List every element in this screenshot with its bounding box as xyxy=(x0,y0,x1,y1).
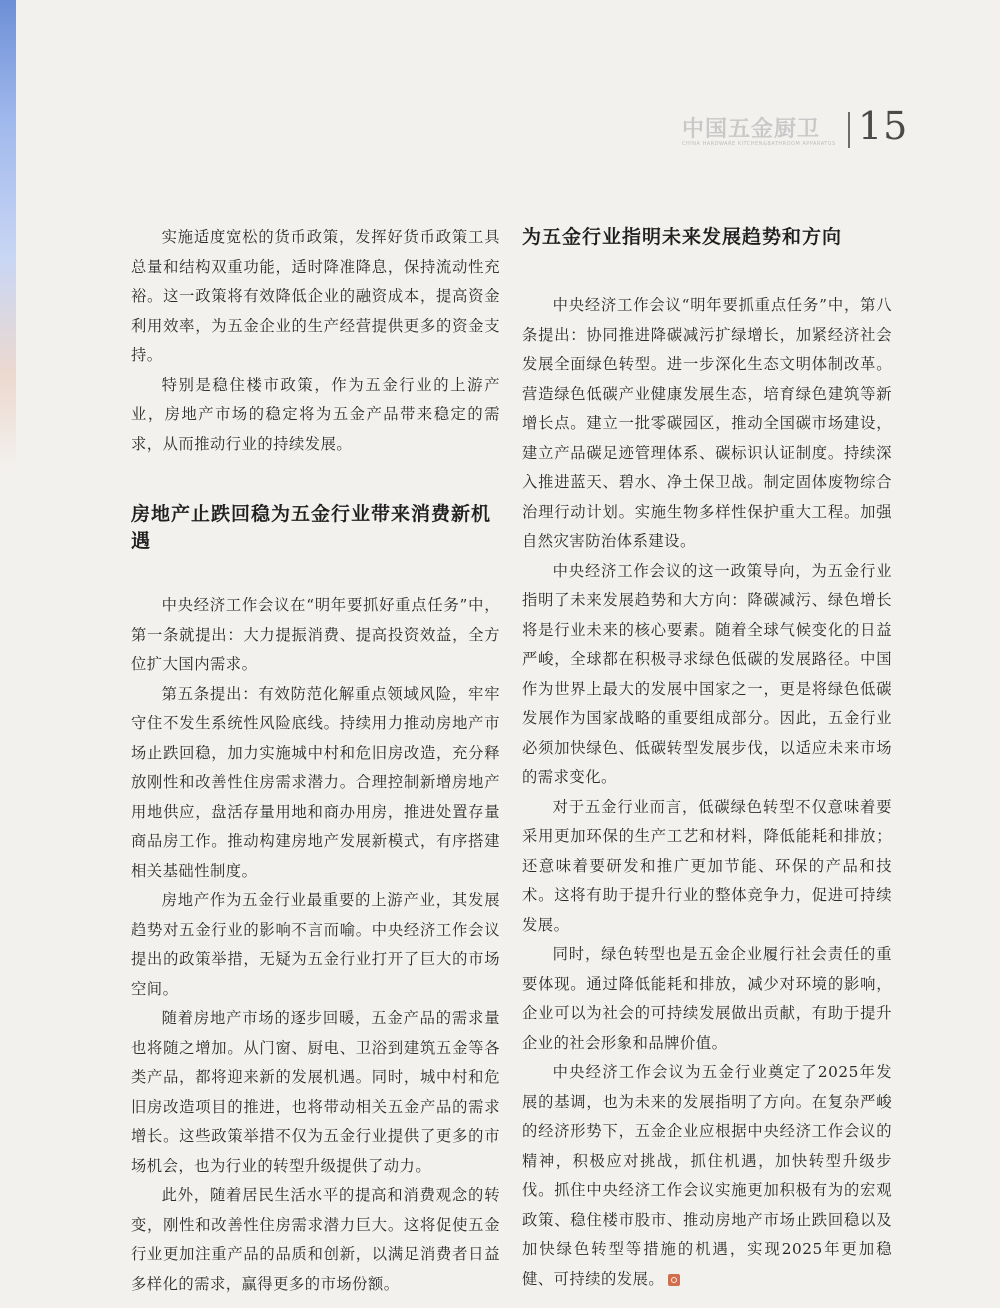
header-divider xyxy=(848,112,850,148)
paragraph: 对于五金行业而言，低碳绿色转型不仅意味着要采用更加环保的生产工艺和材料，降低能耗和排放；还意味着要研发和推广更加节能、环保的产品和技术。这将有助于提升行业的整体竞争力，促进可持续发展。 xyxy=(522,797,892,934)
paragraph: 第五条提出：有效防范化解重点领域风险，牢牢守住不发生系统性风险底线。持续用力推动房地产市场止跌回稳，加力实施城中村和危旧房改造，充分释放刚性和改善性住房需求潜力。合理控制新增房地产用地供应，盘活存量用地和商办用房，推进处置存量商品房工作。推动构建房地产发展新模式，有序搭建相关基础性制度。 xyxy=(131,684,500,880)
decorative-edge-stripe xyxy=(0,0,16,470)
paragraph: 实施适度宽松的货币政策，发挥好货币政策工具总量和结构双重功能，适时降准降息，保持流动性充裕。这一政策将有效降低企业的融资成本，提高资金利用效率，为五金企业的生产经营提供更多的资金支持。 xyxy=(131,228,500,364)
logo-subtitle: CHINA HARDWARE KITCHEN&BATHROOM APPARATUS xyxy=(682,141,836,147)
article-end-icon xyxy=(668,1274,680,1286)
paragraph: 房地产作为五金行业最重要的上游产业，其发展趋势对五金行业的影响不言而喻。中央经济工作会议提出的政策举措，无疑为五金行业打开了巨大的市场空间。 xyxy=(131,891,500,998)
logo-text: 中国五金厨卫 xyxy=(682,117,821,142)
right-column xyxy=(522,223,892,1294)
left-column xyxy=(131,223,500,1299)
paragraph: 中央经济工作会议在“明年要抓好重点任务”中，第一条就提出：大力提振消费、提高投资效益，全方位扩大国内需求。 xyxy=(131,596,500,673)
paragraph: 中央经济工作会议的这一政策导向，为五金行业指明了未来发展趋势和大方向：降碳减污、绿色增长将是行业未来的核心要素。随着全球气候变化的日益严峻，全球都在积极寻求绿色低碳的发展路径。中国作为世界上最大的发展中国家之一，更是将绿色低碳发展作为国家战略的重要组成部分。因此，五金行业必须加快绿色、低碳转型发展步伐，以适应未来市场的需求变化。 xyxy=(522,561,892,786)
logo-wordmark xyxy=(682,112,820,143)
paragraph: 特别是稳住楼市政策，作为五金行业的上游产业，房地产市场的稳定将为五金产品带来稳定的需求，从而推动行业的持续发展。 xyxy=(131,375,500,453)
section-heading: 为五金行业指明未来发展趋势和方向 xyxy=(522,226,843,248)
section-heading: 房地产止跌回稳为五金行业带来消费新机遇 xyxy=(131,503,492,552)
paragraph: 中央经济工作会议“明年要抓重点任务”中，第八条提出：协同推进降碳减污扩绿增长，加紧经济社会发展全面绿色转型。进一步深化生态文明体制改革。营造绿色低碳产业健康发展生态，培育绿色建筑等新增长点。建立一批零碳园区，推动全国碳市场建设，建立产品碳足迹管理体系、碳标识认证制度。持续深入推进蓝天、碧水、净土保卫战。制定固体废物综合治理行动计划。实施生物多样性保护重大工程。加强自然灾害防治体系建设。 xyxy=(522,296,892,550)
paragraph: 随着房地产市场的逐步回暖，五金产品的需求量也将随之增加。从门窗、厨电、卫浴到建筑五金等各类产品，都将迎来新的发展机遇。同时，城中村和危旧房改造项目的推进，也将带动相关五金产品的需求增长。这些政策举措不仅为五金行业提供了更多的市场机会，也为行业的转型升级提供了动力。 xyxy=(131,1009,500,1175)
magazine-logo xyxy=(682,110,842,154)
paragraph: 此外，随着居民生活水平的提高和消费观念的转变，刚性和改善性住房需求潜力巨大。这将促使五金行业更加注重产品的品质和创新，以满足消费者日益多样化的需求，赢得更多的市场份额。 xyxy=(131,1186,500,1293)
page-number: 15 xyxy=(858,104,909,148)
final-paragraph xyxy=(522,1058,892,1294)
final-paragraph-text: 中央经济工作会议为五金行业奠定了2025年发展的基调，也为未来的发展指明了方向。在复杂严峻的经济形势下，五金企业应根据中央经济工作会议的精神，积极应对挑战，抓住机遇，加快转型升级步伐。抓住中央经济工作会议实施更加积极有为的宏观政策、稳住楼市股市、推动房地产市场止跌回稳以及加快绿色转型等措施的机遇，实现2025年更加稳健、可持续的发展。 xyxy=(522,1063,892,1288)
paragraph: 同时，绿色转型也是五金企业履行社会责任的重要体现。通过降低能耗和排放，减少对环境的影响，企业可以为社会的可持续发展做出贡献，有助于提升企业的社会形象和品牌价值。 xyxy=(522,945,892,1052)
